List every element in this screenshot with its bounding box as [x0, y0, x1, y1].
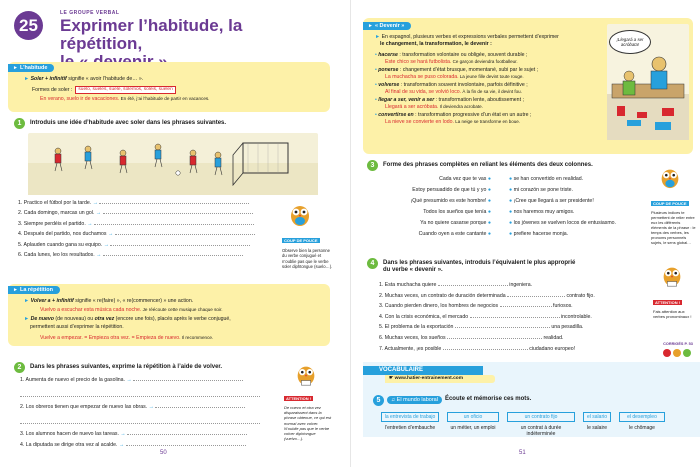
- coup-de-pouce-heading: COUP DE POUCE: [284, 238, 318, 243]
- coup-de-pouce-heading: COUP DE POUCE: [653, 201, 687, 206]
- speaker-tag[interactable]: ♫ El mundo laboral: [387, 396, 442, 404]
- repetition-rule-2-cont: permettent aussi d’exprimer la répétition.: [30, 324, 124, 330]
- list-item: 5. El problema de la exportación una pesadilla.: [379, 324, 584, 331]
- exercise-5-number: 5: [373, 395, 384, 406]
- list-item: ● prefiere hacerse monja.: [509, 231, 569, 237]
- soccer-illustration: [28, 133, 318, 195]
- answer-field[interactable]: [110, 242, 250, 246]
- devenir-rules: [375, 52, 603, 126]
- coup-de-pouce-text: Observe bien la personne du verbe conjugué et n’oublie pas que le verbe soler diphtongue (suelo…).: [282, 248, 333, 270]
- list-item: Cada vez que te vas ●: [439, 176, 491, 182]
- exercise-5-header: [387, 396, 531, 404]
- devenir-tag-label: « Devenir »: [374, 23, 405, 29]
- corriges-label[interactable]: CORRIGÉS P. 53: [663, 342, 693, 346]
- rule-hacerse: • hacerse : transformation volontaire ou obligée, souvent durable ;: [375, 52, 528, 58]
- list-item: 3. Cuando pierden dinero, los hombres de negocios furiosos.: [379, 303, 573, 310]
- speech-bubble: ¡Llegará a ser acróbata!: [609, 30, 651, 54]
- happy-face-icon[interactable]: [683, 349, 691, 357]
- habitude-rule-a: Soler + infinitif: [30, 76, 67, 82]
- sad-face-icon[interactable]: [663, 349, 671, 357]
- devenir-intro: ► En espagnol, plusieurs verbes et expressions verbales permettent d’exprimer le changement, la transformation, le devenir :: [375, 34, 559, 48]
- habitude-rule: [24, 76, 324, 83]
- exercise-3-left-column: [381, 176, 491, 242]
- right-page: [350, 0, 700, 467]
- list-item: ● ¡Cree que llegará a ser presidente!: [509, 198, 594, 204]
- list-item: ¡Qué presumido es este hombre! ●: [410, 198, 491, 204]
- vocab-word[interactable]: un contrato fijo: [507, 412, 575, 422]
- habitude-tag: [8, 64, 54, 72]
- page-number-left: 50: [160, 450, 167, 456]
- attention-note: [284, 387, 334, 441]
- repetition-rule-1: ► Volver a + infinitif signifie « re(faire) », « re(commencer) » une action.: [24, 298, 194, 304]
- coup-de-pouce-note-right: [651, 192, 697, 246]
- list-item: Todos los sueños que tenía ●: [423, 209, 491, 215]
- title-line-1: Exprimer l’habitude, la répétition,: [60, 16, 243, 53]
- owl-mascot-icon: [286, 200, 314, 228]
- vocab-translation: un métier, un emploi: [450, 425, 496, 431]
- owl-mascot-icon: [657, 164, 683, 190]
- vocab-translation: le salaire: [586, 425, 607, 431]
- list-item: 4. Con la crisis económica, el mercado incontrolable.: [379, 313, 592, 320]
- list-item: Cuando oyen a este cantante ●: [418, 231, 491, 237]
- mouse-icon: ☛: [389, 376, 395, 381]
- answer-field[interactable]: [455, 324, 550, 328]
- dot-icon: ●: [487, 231, 491, 237]
- list-item: 3. Siempre perdéis el partido. →: [18, 221, 258, 228]
- owl-mascot-icon: [659, 262, 685, 288]
- list-item: Estoy persuadido de que tú y yo ●: [412, 187, 491, 193]
- formes-label: Formes de soler :: [32, 86, 73, 93]
- vocab-translation: le chômage: [629, 425, 655, 431]
- vocabulary-grid: [381, 412, 691, 437]
- habitude-example-fr: En été, j’ai l’habitude de partir en vacances.: [119, 96, 210, 101]
- devenir-tag: [363, 22, 411, 30]
- list-item: 6. Cada lunes, leo los resultados. →: [18, 252, 258, 259]
- attention-note-right: [653, 291, 697, 319]
- answer-field[interactable]: [447, 335, 542, 339]
- list-item: Ya no quiere casarse porque ●: [420, 220, 491, 226]
- exercise-2-number: 2: [14, 362, 25, 373]
- exercise-5-instruction: Écoute et mémorise ces mots.: [444, 396, 532, 403]
- soccer-drawing-icon: [28, 133, 318, 195]
- answer-field[interactable]: [94, 221, 254, 225]
- exercise-2-list: [20, 377, 270, 449]
- exercise-4-number: 4: [367, 258, 378, 269]
- repetition-tag: [8, 286, 60, 294]
- rule-volverse: • volverse : transformation souvent involontaire, parfois définitive ;: [375, 82, 528, 89]
- list-item: 6. Muchas veces, los sueños realidad.: [379, 335, 564, 342]
- answer-field[interactable]: [99, 200, 249, 204]
- answer-field[interactable]: [500, 303, 552, 307]
- page-number-right: 51: [519, 450, 526, 456]
- vocab-word[interactable]: un oficio: [447, 412, 499, 422]
- dot-icon: ●: [487, 187, 491, 193]
- habitude-example: [40, 96, 330, 103]
- speaker-icon: ♫: [391, 397, 397, 403]
- answer-field[interactable]: [103, 210, 253, 214]
- rule-example: La muchacha se puso colorada. La jeune fille devint toute rouge.: [385, 74, 524, 81]
- list-item: 5. Aplauden cuando gana su equipo. →: [18, 242, 258, 249]
- dot-icon: ●: [487, 220, 491, 226]
- rule-convertirse: • convertirse en : transformation progressive d’un état en un autre ;: [375, 112, 532, 119]
- chapter-number: 25: [14, 11, 43, 40]
- attention-text: Fais attention aux verbes pronominaux !: [653, 309, 692, 320]
- vocab-word[interactable]: el salario: [583, 412, 611, 422]
- rule-llegar-a-ser: • llegar a ser, venir a ser : transformation lente, aboutissement ;: [375, 97, 524, 104]
- answer-field[interactable]: [438, 282, 508, 286]
- vocab-translation: un contrat à durée indéterminée: [520, 425, 562, 437]
- list-item: 7. Actualmente, ¡es posible ciudadano europeo!: [379, 345, 576, 352]
- list-item: ● nos haremos muy amigos.: [509, 209, 575, 215]
- dot-icon: ●: [509, 231, 513, 237]
- vocabulary-label: VOCABULAIRE: [363, 366, 483, 375]
- dot-icon: ●: [509, 220, 513, 226]
- section-label: LE GROUPE VERBAL: [60, 10, 120, 16]
- list-item: 2. Los obreros tienen que empezar de nuevo las obras. →: [20, 404, 270, 411]
- repetition-rule-2: ► De nuevo (de nouveau) ou otra vez (encore une fois), placés après le verbe conjugué,: [24, 316, 231, 322]
- list-item: ● los jóvenes se vuelven locos de entusiasmo.: [509, 220, 616, 226]
- exercise-1-list: [18, 200, 258, 259]
- dot-icon: ●: [509, 187, 513, 193]
- list-item: ● mi corazón se pone triste.: [509, 187, 573, 193]
- exercise-3-right-column: [509, 176, 649, 242]
- answer-field[interactable]: [127, 431, 247, 435]
- dot-icon: ●: [487, 209, 491, 215]
- habitude-tag-label: L’habitude: [19, 65, 48, 71]
- list-item: 4. La diputada se dirige otra vez al acalde. →: [20, 442, 270, 449]
- dot-icon: ●: [509, 209, 513, 215]
- owl-mascot-icon: [293, 361, 319, 387]
- list-item: [20, 393, 270, 400]
- answer-field[interactable]: [115, 231, 255, 235]
- arrow-icon: ►: [13, 65, 18, 71]
- dot-icon: ●: [487, 176, 491, 182]
- formes-value: suelo, sueles, suele, solemos, soléis, suelen: [75, 86, 175, 94]
- repetition-tag-label: La répétition: [19, 287, 53, 293]
- coup-de-pouce-note: [282, 229, 334, 270]
- arrow-icon: ►: [13, 287, 18, 293]
- vocabulary-url[interactable]: ☛ www.hatier-entrainement.com: [385, 375, 495, 383]
- smiley-row: [663, 349, 691, 357]
- answer-field[interactable]: [126, 442, 246, 446]
- list-item: 2. Cada domingo, marcas un gol. →: [18, 210, 258, 217]
- list-item: 1. Esta muchacha quiere ingeniera.: [379, 282, 533, 288]
- dot-icon: ●: [509, 176, 513, 182]
- rule-example: Este chico se hará futbolista. Ce garçon deviendra footballeur.: [385, 59, 518, 66]
- attention-text: De nuevo et otra vez disparaissent dans la phrase obtenue, ce qui est normal avec volver. N’oublie pas que le verbe volver diphtongue (vuelvo…).: [284, 405, 332, 442]
- exercise-1-number: 1: [14, 118, 25, 129]
- exercise-3-instruction: Forme des phrases complètes en reliant les éléments des deux colonnes.: [383, 162, 593, 168]
- list-item: 1. Practico el fútbol por la tarde. →: [18, 200, 258, 207]
- exercise-2-instruction: Dans les phrases suivantes, exprime la répétition à l’aide de volver.: [30, 364, 223, 370]
- answer-field[interactable]: [507, 293, 565, 297]
- answer-field[interactable]: [133, 377, 243, 381]
- list-item: ● se han convertido en realidad.: [509, 176, 584, 182]
- rule-example: Llegará a ser acróbata. Il deviendra acrobate.: [385, 104, 483, 111]
- rule-example: Al final de su vida, se volvió loco. À la fin de sa vie, il devint fou.: [385, 89, 522, 96]
- exercise-1-instruction: Introduis une idée d’habitude avec soler dans les phrases suivantes.: [30, 120, 227, 126]
- list-item: 2. Muchas veces, un contrato de duración determinada contrato fijo.: [379, 292, 595, 299]
- exercise-4-list: [379, 282, 649, 353]
- dot-icon: ●: [487, 198, 491, 204]
- answer-field[interactable]: [20, 420, 260, 424]
- vocab-word[interactable]: la entrevista de trabajo: [381, 412, 439, 422]
- list-item: 1. Aumenta de nuevo el precio de la gasolina. →: [20, 377, 270, 384]
- coup-de-pouce-text: Plusieurs indices te permettent de relier entre eux les différents éléments de la phrase : le temps des verbes, les pronoms personnels sujets, le sens global…: [651, 210, 696, 246]
- formes-row: [32, 86, 332, 94]
- repetition-example-2: Vuelve a empezar. = Empieza otra vez. = Empieza de nuevo. Il recommence.: [40, 335, 214, 341]
- vocab-word[interactable]: el desempleo: [619, 412, 665, 422]
- vocab-translation: l’entretien d’embauche: [384, 425, 436, 431]
- attention-heading: ATTENTION !: [655, 300, 681, 305]
- arrow-icon: ►: [368, 23, 373, 29]
- answer-field[interactable]: [20, 393, 260, 397]
- dot-icon: ●: [509, 198, 513, 204]
- exercise-4-instruction: Dans les phrases suivantes, introduis l’équivalent le plus approprié du verbe « devenir ».: [383, 260, 576, 274]
- repetition-example-1: Vuelvo a escuchar esta música cada noche. Je réécoute cette musique chaque soir.: [40, 307, 223, 313]
- list-item: 3. Los alumnos hacen de nuevo las tareas. →: [20, 431, 270, 438]
- habitude-example-es: En verano, suelo ir de vacaciones.: [40, 96, 120, 102]
- neutral-face-icon[interactable]: [673, 349, 681, 357]
- answer-field[interactable]: [470, 314, 560, 318]
- attention-heading: ATTENTION !: [286, 396, 312, 401]
- rule-ponerse: • ponerse : changement d’état brusque, momentané, subi par le sujet ;: [375, 67, 539, 74]
- bullet-icon: ►: [24, 76, 31, 82]
- answer-field[interactable]: [155, 404, 245, 408]
- answer-field[interactable]: [103, 252, 243, 256]
- habitude-rule-b: signifie « avoir l’habitude de… ».: [66, 76, 144, 82]
- answer-field[interactable]: [443, 346, 528, 350]
- list-item: [20, 420, 270, 427]
- exercise-3-number: 3: [367, 160, 378, 171]
- rule-example: La nieve se convierte en lodo. La neige se transforme en boue.: [385, 119, 520, 126]
- list-item: 4. Después del partido, nos duchamos →: [18, 231, 258, 238]
